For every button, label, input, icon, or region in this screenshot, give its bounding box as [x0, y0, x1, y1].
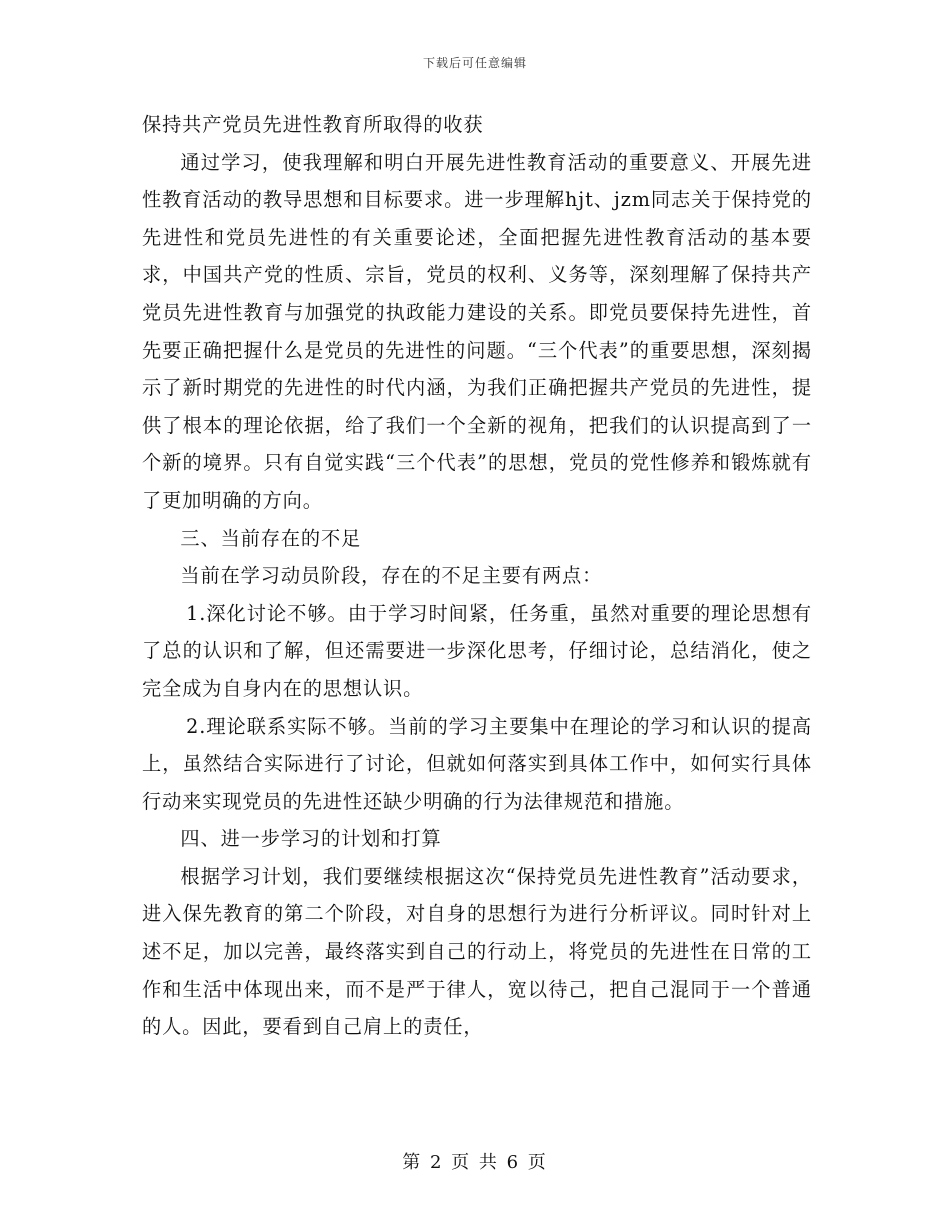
section-heading-shortcomings: 三、当前存在的不足	[180, 526, 362, 550]
section-heading-plan: 四、进一步学习的计划和打算	[180, 827, 442, 851]
document-title: 保持共产党员先进性教育所取得的收获	[142, 113, 484, 136]
paragraph-plan: 根据学习计划，我们要继续根据这次“保持党员先进性教育”活动要求，进入保先教育的第二个阶段，对自身的思想行为进行分析评议。同时针对上述不足，加以完善，最终落实到自己的行动上，将党员的先进性在日常的工作和生活中体现出来，而不是严于律人，宽以待己，把自己混同于一个普通的人。因此，要看到自己肩上的责任，	[142, 864, 812, 1039]
document-body	[142, 106, 812, 1046]
header-note: 下载后可任意编辑	[422, 56, 527, 70]
paragraph-shortcomings-intro: 当前在学习动员阶段，存在的不足主要有两点：	[180, 564, 603, 588]
list-item-shortcoming-1: 1.深化讨论不够。由于学习时间紧，任务重，虽然对重要的理论思想有了总的认识和了解，但还需要进一步深化思考，仔细讨论，总结消化，使之完全成为自身内在的思想认识。	[142, 601, 812, 700]
page-number-footer: 第 2 页 共 6 页	[402, 1152, 548, 1173]
paragraph-learning-outcome: 通过学习，使我理解和明白开展先进性教育活动的重要意义、开展先进性教育活动的教导思想和目标要求。进一步理解hjt、jzm同志关于保持党的先进性和党员先进性的有关重要论述，全面把握先进性教育活动的基本要求，中国共产党的性质、宗旨，党员的权利、义务等，深刻理解了保持共产党员先进性教育与加强党的执政能力建设的关系。即党员要保持先进性，首先要正确把握什么是党员的先进性的问题。“三个代表”的重要思想，深刻揭示了新时期党的先进性的时代内涵，为我们正确把握共产党员的先进性，提供了根本的理论依据，给了我们一个全新的视角，把我们的认识提高到了一个新的境界。只有自觉实践“三个代表”的思想，党员的党性修养和锻炼就有了更加明确的方向。	[142, 150, 812, 512]
list-item-shortcoming-2: 2.理论联系实际不够。当前的学习主要集中在理论的学习和认识的提高上，虽然结合实际进行了讨论，但就如何落实到具体工作中，如何实行具体行动来实现党员的先进性还缺少明确的行为法律规范和措施。	[142, 714, 812, 813]
